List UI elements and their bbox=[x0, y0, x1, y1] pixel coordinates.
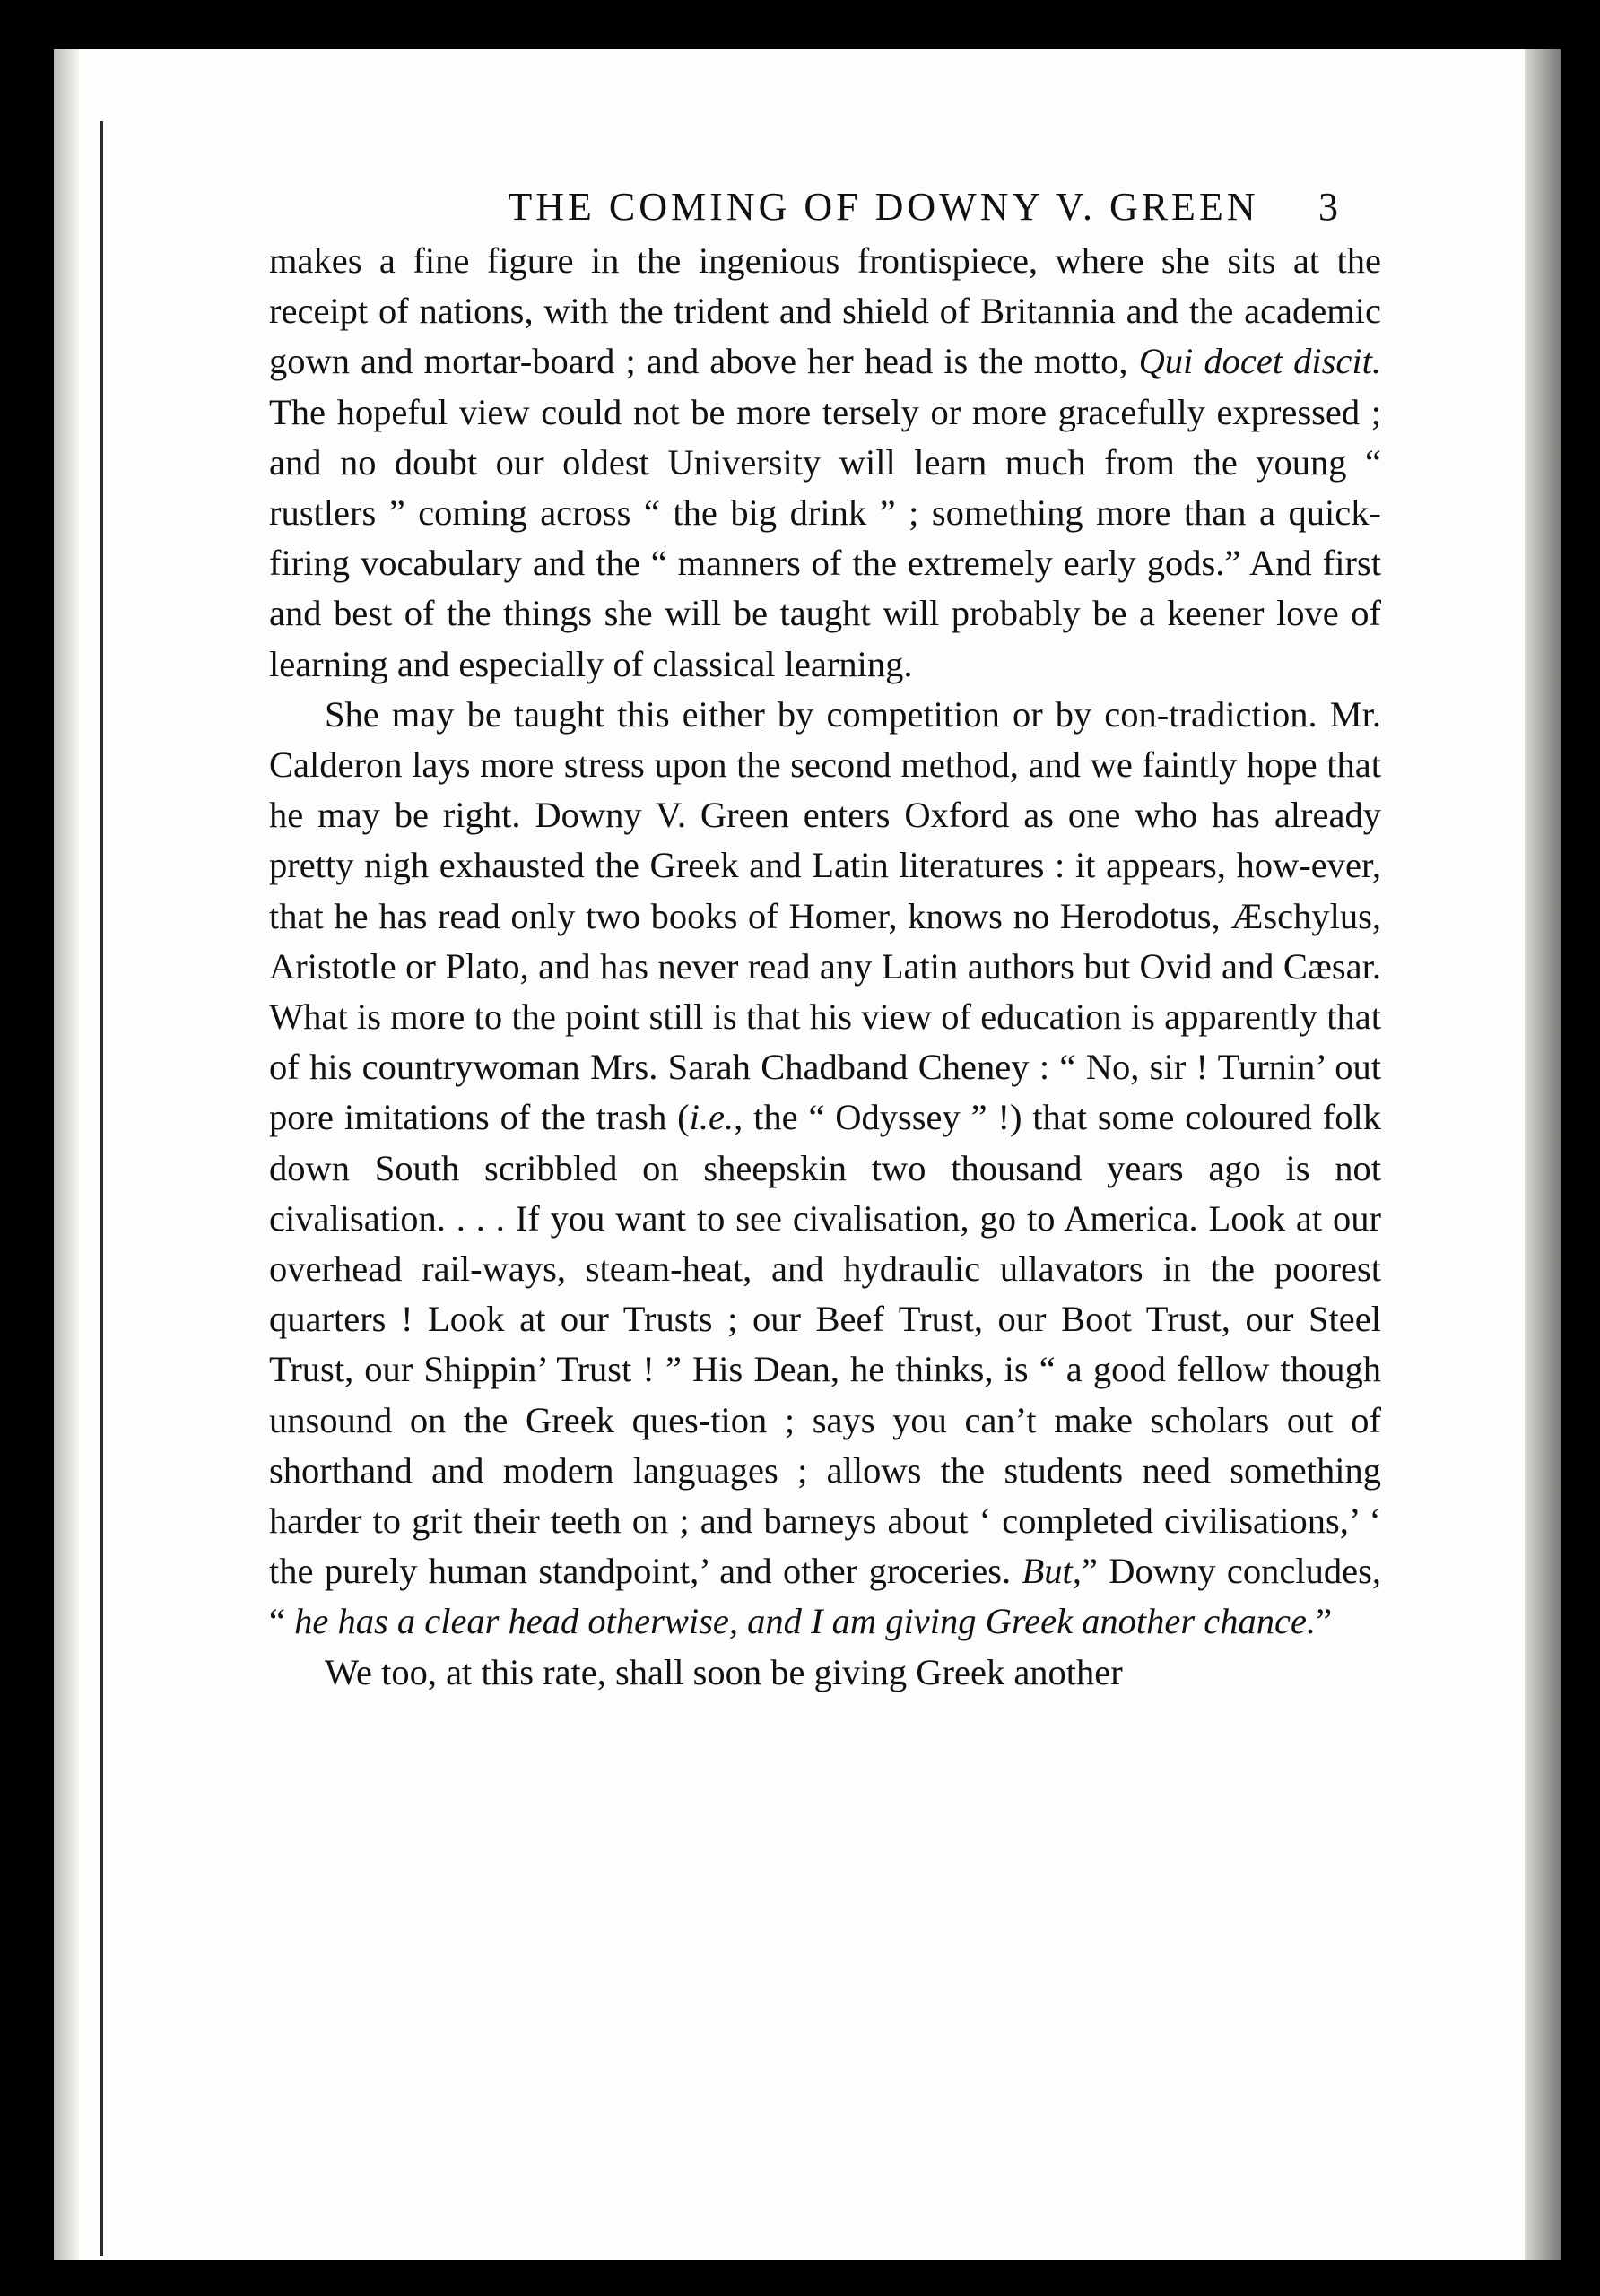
paragraph-2-text-c: ” Downy concludes, “ bbox=[269, 1551, 1381, 1642]
paragraph-2-text-b: , the “ Odyssey ” !) that some coloured folk down South scribbled on sheepskin two thousand years ago is not civalisation. . . . If you want to see civalisation, go to America. Look at our overhead rail-ways, steam-heat, and hydraulic ullavators in the poorest quarters ! Look at our Trusts ; our Beef Trust, our Boot Trust, our Steel Trust, our Shippin’ Trust ! ” His Dean, he thinks, is “ a good fellow though unsound on the Greek ques-tion ; says you can’t make scholars out of shorthand and modern languages ; allows the students need something harder to grit their teeth on ; and barneys about ‘ completed civilisations,’ ‘ the purely human standpoint,’ and other groceries. bbox=[269, 1097, 1381, 1592]
but-italic: But, bbox=[1022, 1551, 1082, 1592]
paragraph-3-text: We too, at this rate, shall soon be giving Greek another bbox=[325, 1651, 1123, 1692]
paragraph-2-text-a: She may be taught this either by competition or by con-tradiction. Mr. Calderon lays more stress upon the second method, and we faintly hope that he may be right. Downy V. Green enters Oxford as one who has already pretty nigh exhausted the Greek and Latin literatures : it appears, how-ever, that he has read only two books of Homer, knows no Herodotus, Æschylus, Aristotle or Plato, and has never read any Latin authors but Ovid and Cæsar. What is more to the point still is that his view of education is apparently that of his countrywoman Mrs. Sarah Chadband Cheney : “ No, sir ! Turnin’ out pore imitations of the trash ( bbox=[269, 693, 1381, 1138]
ie-italic: i.e. bbox=[689, 1097, 735, 1138]
book-page bbox=[54, 49, 1561, 2260]
page-gutter-shadow bbox=[54, 49, 79, 2260]
paragraph-1 bbox=[269, 236, 1381, 690]
paragraph-2-text-d: ” bbox=[1316, 1601, 1333, 1642]
paragraph-1-text-b: The hopeful view could not be more tersely or more gracefully expressed ; and no doubt our oldest University will learn much from the young “ rustlers ” coming across “ the big drink ” ; something more than a quick-firing vocabulary and the “ manners of the extremely early gods.” And first and best of the things she will be taught will probably be a keener love of learning and especially of classical learning. bbox=[269, 391, 1381, 684]
binding-edge-line bbox=[100, 121, 103, 2256]
motto-italic: Qui docet discit. bbox=[1138, 341, 1381, 382]
quote-italic: he has a clear head otherwise, and I am giving Greek another chance. bbox=[294, 1601, 1317, 1642]
paragraph-3 bbox=[269, 1648, 1381, 1698]
page-number: 3 bbox=[1318, 185, 1338, 229]
running-head: THE COMING OF DOWNY V. GREEN bbox=[508, 185, 1259, 229]
page-edge-shadow bbox=[1525, 49, 1561, 2260]
paragraph-2 bbox=[269, 690, 1381, 1648]
body-text bbox=[269, 236, 1381, 1698]
paragraph-1-text-a: makes a fine figure in the ingenious frontispiece, where she sits at the receipt of nations, with the trident and shield of Britannia and the academic gown and mortar-board ; and above her head is the motto, bbox=[269, 240, 1381, 382]
